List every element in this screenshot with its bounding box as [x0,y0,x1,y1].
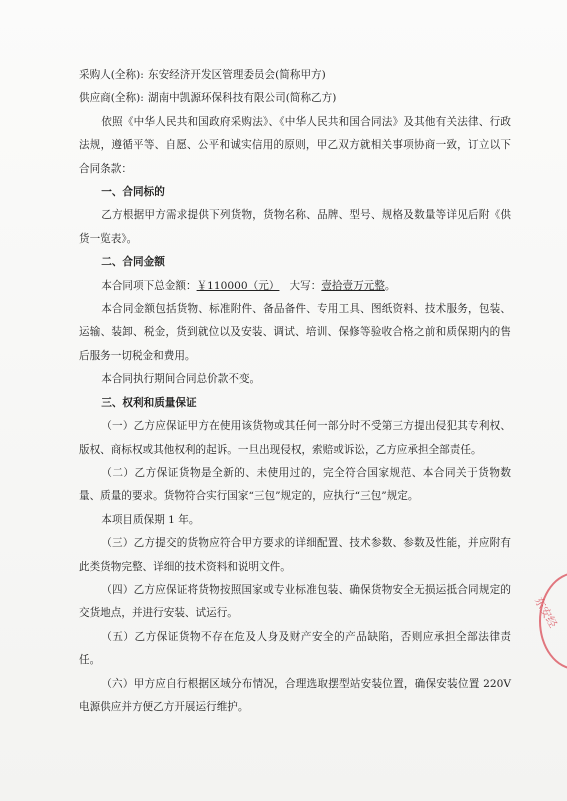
clause-5: （五）乙方保证货物不存在危及人身及财产安全的产品缺陷，否则应承担全部法律责任。 [79,630,511,667]
clause-4: （四）乙方应保证将货物按照国家或专业标准包装、确保货物安全无损运抵合同规定的交货地点，并进行安装、试运行。 [79,583,511,620]
amount-capital-label: 大写： [289,279,322,292]
clause-2: （二）乙方保证货物是全新的、未使用过的，完全符合国家规范、本合同关于货物数量、质量的要求。货物符合实行国家“三包”规定的，应执行“三包”规定。 [79,466,511,503]
buyer-value: 东安经济开发区管理委员会(简称甲方) [148,69,326,81]
buyer-label: 采购人(全称): [79,69,144,81]
section2-text1: 本合同金额包括货物、标准附件、备品备件、专用工具、图纸资料、技术服务，包装、运输、装卸、税金，货到就位以及安装、调试、培训、保修等验收合格之前和质保期内的售后服务一切税金和费用。 [79,303,511,362]
contract-body [79,64,511,719]
intro-paragraph: 依照《中华人民共和国政府采购法》、《中华人民共和国合同法》及其他有关法律、行政法规，遵循平等、自愿、公平和诚实信用的原则，甲乙双方就相关事项协商一致，订立以下合同条款： [79,115,511,175]
amount-capital: 壹拾壹万元整 [321,279,385,292]
clause-3: （三）乙方提交的货物应符合甲方要求的详细配置、技术参数、参数及性能，并应附有此类货物完整、详细的技术资料和说明文件。 [79,537,511,573]
section1-heading: 一、合同标的 [101,186,165,199]
supplier-label: 供应商(全称): [79,92,144,105]
amount-value: ￥110000（元） [196,279,280,292]
contract-amount-line [79,275,511,298]
supplier-line [79,87,511,110]
amount-suffix: 。 [384,279,396,292]
buyer-line [79,64,511,87]
section2-text2: 本合同执行期间合同总价款不变。 [101,373,261,386]
seal-text: 东安经 [531,595,560,631]
section3-heading: 三、权利和质量保证 [101,396,197,409]
section1-text: 乙方根据甲方需求提供下列货物，货物名称、品牌、型号、规格及数量等详见后附《供货一览表》。 [79,209,511,245]
section2-heading: 二、合同金额 [101,256,165,269]
amount-prefix: 本合同项下总金额： [101,279,197,292]
warranty-period: 本项目质保期 1 年。 [101,513,200,526]
clause-6: （六）甲方应自行根据区域分布情况，合理选取摆型站安装位置，确保安装位置 220V 电源供应并方便乙方开展运行维护。 [79,677,511,713]
clause-1: （一）乙方应保证甲方在使用该货物或其任何一部分时不受第三方提出侵犯其专利权、版权、商标权或其他权利的起诉。一旦出现侵权，索赔或诉讼，乙方应承担全部责任。 [79,420,511,456]
supplier-value: 湖南中凯源环保科技有限公司(简称乙方) [148,92,337,105]
